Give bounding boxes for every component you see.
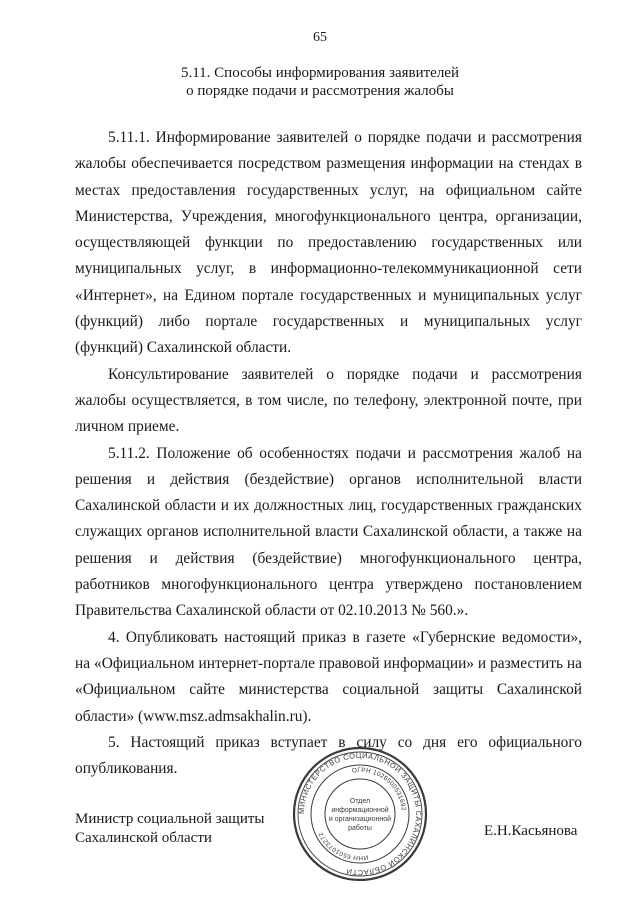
paragraph-publication: 4. Опубликовать настоящий приказ в газете «Губернские ведомости», на «Официальном интернет-портале правовой информации» и разместить на «Официальном сайте министерства социальной защиты Сахалинской области» (www.msz.admsakhalin.ru). (75, 628, 582, 725)
paragraph-5-11-2: 5.11.2. Положение об особенностях подачи и рассмотрения жалоб на решения и действия (бездействие) органов исполнительной власти Сахалинской области и их должностных лиц, государственных гражданских служащих органов исполнительной власти Сахалинской области, а также на решения и действия (бездействие) многофункционального центра, работников многофункционального центра утверждено постановлением Правительства Сахалинской области от 02.10.2013 № 560.». (75, 444, 582, 620)
paragraph-effective-date: 5. Настоящий приказ вступает в силу со дня его официального опубликования. (75, 733, 582, 778)
stamp-seal (290, 744, 430, 884)
page-number: 65 (313, 30, 327, 45)
signer-title-line-1: Министр социальной защиты (75, 811, 265, 827)
stamp-ogrn: ОГРН 1026500531692 (351, 766, 407, 812)
section-heading-line-1: 5.11. Способы информирования заявителей (180, 65, 459, 81)
stamp-center-line-2: информационной (331, 807, 389, 814)
signer-title-line-2: Сахалинской области (75, 830, 212, 846)
section-heading (0, 64, 640, 100)
document-body (75, 125, 582, 782)
stamp-inn: ИНН 6501073272 (317, 830, 369, 862)
stamp-center-line-4: работы (348, 825, 372, 832)
paragraph-5-11-1: 5.11.1. Информирование заявителей о порядке подачи и рассмотрения жалобы обеспечивается посредством размещения информации на стендах в местах предоставления государственных услуг, на официальном сайте Министерства, Учреждения, многофункционального центра, организации, осуществляющей функции по предоставлению государственных или муниципальных услуг, в информационно-телекоммуникационной сети «Интернет», на Едином портале государственных и муниципальных услуг (функций) либо портале государственных и муниципальных услуг (функций) Сахалинской области. (75, 129, 582, 357)
stamp-center-line-3: и организационной (328, 816, 392, 823)
signer-name: Е.Н.Касьянова (484, 823, 578, 839)
stamp-center-line-1: Отдел (349, 798, 371, 805)
signer-title (75, 810, 265, 848)
paragraph-consultation: Консультирование заявителей о порядке подачи и рассмотрения жалобы осуществляется, в том числе, по телефону, электронной почте, при личном приеме. (75, 365, 582, 436)
official-stamp (290, 744, 430, 884)
stamp-outer-text: МИНИСТЕРСТВО СОЦИАЛЬНОЙ ЗАЩИТЫ САХАЛИНСКОЙ ОБЛАСТИ (296, 750, 424, 878)
section-heading-line-2: о порядке подачи и рассмотрения жалобы (186, 83, 454, 99)
